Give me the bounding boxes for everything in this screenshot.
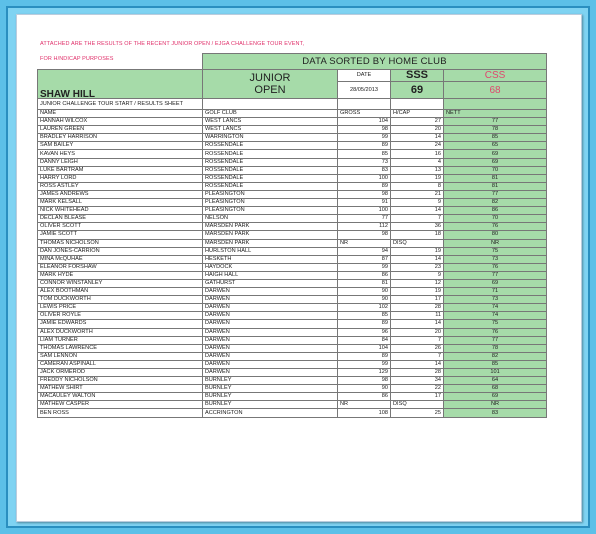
gross-score: 86: [338, 271, 391, 279]
golf-club: ROSSENDALE: [203, 174, 338, 182]
player-name: LAUREN GREEN: [38, 126, 203, 134]
table-row: [38, 239, 547, 247]
golf-club: WEST LANCS: [203, 118, 338, 126]
player-name: MACAULEY WALTON: [38, 393, 203, 401]
golf-club: BURNLEY: [203, 377, 338, 385]
gross-score: 85: [338, 312, 391, 320]
gross-score: NR: [338, 401, 391, 409]
handicap: 7: [391, 215, 444, 223]
gross-score: 98: [338, 377, 391, 385]
nett-score: 75: [444, 247, 547, 255]
golf-club: MARSDEN PARK: [203, 223, 338, 231]
golf-club: HAYDOCK: [203, 263, 338, 271]
table-row: [38, 328, 547, 336]
nett-score: 69: [444, 393, 547, 401]
golf-club: WEST LANCS: [203, 126, 338, 134]
nett-score: 76: [444, 328, 547, 336]
player-name: HANNAH WILCOX: [38, 118, 203, 126]
nett-score: 73: [444, 296, 547, 304]
gross-score: 90: [338, 385, 391, 393]
nett-score: NR: [444, 401, 547, 409]
nett-score: 68: [444, 385, 547, 393]
player-name: LEWIS PRICE: [38, 304, 203, 312]
nett-score: 69: [444, 279, 547, 287]
blank-cell: [391, 99, 444, 110]
results-table: [37, 53, 547, 418]
player-name: ELEANOR FORSHAW: [38, 263, 203, 271]
col-name-header: NAME: [38, 110, 203, 118]
table-row: [38, 312, 547, 320]
table-row: [38, 126, 547, 134]
handicap: 14: [391, 207, 444, 215]
blank-cell: [38, 54, 203, 70]
golf-club: HESKETH: [203, 255, 338, 263]
table-row: [38, 199, 547, 207]
handicap: 17: [391, 296, 444, 304]
table-row: [38, 150, 547, 158]
player-name: DAN JONES-CARRION: [38, 247, 203, 255]
gross-score: 94: [338, 247, 391, 255]
golf-club: BURNLEY: [203, 385, 338, 393]
table-row: [38, 255, 547, 263]
nett-score: NR: [444, 239, 547, 247]
gross-score: 91: [338, 199, 391, 207]
golf-club: BURNLEY: [203, 393, 338, 401]
golf-club: ROSSENDALE: [203, 182, 338, 190]
event-name-line1: JUNIOR: [249, 72, 291, 84]
gross-score: 77: [338, 215, 391, 223]
gross-score: 86: [338, 393, 391, 401]
handicap: 14: [391, 134, 444, 142]
gross-score: 81: [338, 279, 391, 287]
gross-score: 87: [338, 255, 391, 263]
gross-score: 104: [338, 344, 391, 352]
table-row: [38, 263, 547, 271]
player-name: CONNOR WINSTANLEY: [38, 279, 203, 287]
player-name: OLIVER SCOTT: [38, 223, 203, 231]
table-row: [38, 409, 547, 417]
player-name: SAM LENNON: [38, 352, 203, 360]
handicap: 21: [391, 190, 444, 198]
player-name: OLIVER ROYLE: [38, 312, 203, 320]
css-value: 68: [444, 82, 547, 99]
player-name: LIAM TURNER: [38, 336, 203, 344]
event-name: [203, 70, 338, 99]
gross-score: 89: [338, 142, 391, 150]
nett-score: 77: [444, 271, 547, 279]
nett-score: 81: [444, 182, 547, 190]
col-gross-header: GROSS: [338, 110, 391, 118]
col-nett-header: NETT: [444, 110, 547, 118]
handicap: 27: [391, 118, 444, 126]
handicap: 9: [391, 199, 444, 207]
player-name: THOMAS LAWRENCE: [38, 344, 203, 352]
player-name: BEN ROSS: [38, 409, 203, 417]
gross-score: 99: [338, 360, 391, 368]
golf-club: PLEASINGTON: [203, 207, 338, 215]
handicap: 20: [391, 328, 444, 336]
blank-cell: [338, 99, 391, 110]
gross-score: 98: [338, 231, 391, 239]
nett-score: 70: [444, 215, 547, 223]
nett-score: 71: [444, 288, 547, 296]
table-row: [38, 336, 547, 344]
player-name: BRADLEY HARRISON: [38, 134, 203, 142]
golf-club: DARWEN: [203, 369, 338, 377]
handicap: 22: [391, 385, 444, 393]
nett-score: 73: [444, 255, 547, 263]
player-name: JACK ORMEROD: [38, 369, 203, 377]
gross-score: 100: [338, 207, 391, 215]
handicap: DISQ: [391, 239, 444, 247]
table-row: [38, 118, 547, 126]
sss-label: SSS: [391, 70, 444, 82]
golf-club: PLEASINGTON: [203, 199, 338, 207]
handicap: 14: [391, 360, 444, 368]
table-row: [38, 142, 547, 150]
player-name: SAM BAILEY: [38, 142, 203, 150]
nett-score: 81: [444, 174, 547, 182]
golf-club: WARRINGTON: [203, 134, 338, 142]
col-hcap-header: H/CAP: [391, 110, 444, 118]
table-row: [38, 166, 547, 174]
nett-score: 74: [444, 304, 547, 312]
player-name: ALEX BOOTHMAN: [38, 288, 203, 296]
handicap: 7: [391, 352, 444, 360]
table-row: [38, 215, 547, 223]
player-name: ROSS ASTLEY: [38, 182, 203, 190]
player-name: DECLAN BLEASE: [38, 215, 203, 223]
table-row: [38, 320, 547, 328]
handicap: 19: [391, 174, 444, 182]
handicap: 20: [391, 126, 444, 134]
handicap: 18: [391, 231, 444, 239]
table-row: [38, 369, 547, 377]
gross-score: NR: [338, 239, 391, 247]
nett-score: 78: [444, 126, 547, 134]
gross-score: 90: [338, 288, 391, 296]
handicap: 17: [391, 393, 444, 401]
golf-club: HURLSTON HALL: [203, 247, 338, 255]
table-row: [38, 231, 547, 239]
player-name: MATHEW SHIRT: [38, 385, 203, 393]
nett-score: 85: [444, 134, 547, 142]
table-row: [38, 385, 547, 393]
gross-score: 112: [338, 223, 391, 231]
table-row: [38, 352, 547, 360]
gross-score: 89: [338, 320, 391, 328]
handicap: 14: [391, 255, 444, 263]
table-row: [38, 247, 547, 255]
intro-note-line1: ATTACHED ARE THE RESULTS OF THE RECENT JUNIOR OPEN / EJGA CHALLENGE TOUR EVENT,: [40, 41, 305, 47]
gross-score: 102: [338, 304, 391, 312]
nett-score: 82: [444, 352, 547, 360]
player-name: FREDDY NICHOLSON: [38, 377, 203, 385]
table-row: [38, 344, 547, 352]
player-name: LUKE BARTRAM: [38, 166, 203, 174]
nett-score: 101: [444, 369, 547, 377]
handicap: 7: [391, 336, 444, 344]
gross-score: 99: [338, 263, 391, 271]
date-value: 28/05/2013: [338, 82, 391, 99]
player-name: HARRY LORD: [38, 174, 203, 182]
nett-score: 74: [444, 312, 547, 320]
table-row: [38, 279, 547, 287]
handicap: 11: [391, 312, 444, 320]
golf-club: DARWEN: [203, 288, 338, 296]
sorted-by-title: DATA SORTED BY HOME CLUB: [203, 54, 547, 70]
player-name: MATHEW CASPER: [38, 401, 203, 409]
golf-club: NELSON: [203, 215, 338, 223]
col-club-header: GOLF CLUB: [203, 110, 338, 118]
gross-score: 98: [338, 190, 391, 198]
nett-score: 76: [444, 223, 547, 231]
blank-cell: [203, 99, 338, 110]
player-name: MARK HYDE: [38, 271, 203, 279]
nett-score: 76: [444, 263, 547, 271]
table-row: [38, 207, 547, 215]
home-club-name: SHAW HILL: [38, 70, 203, 99]
player-name: NICK WHITEHEAD: [38, 207, 203, 215]
table-row: [38, 182, 547, 190]
player-name: THOMAS NICHOLSON: [38, 239, 203, 247]
gross-score: 83: [338, 166, 391, 174]
handicap: 24: [391, 142, 444, 150]
golf-club: ROSSENDALE: [203, 150, 338, 158]
player-name: KAVAN HEYS: [38, 150, 203, 158]
golf-club: DARWEN: [203, 312, 338, 320]
nett-score: 77: [444, 190, 547, 198]
handicap: 25: [391, 409, 444, 417]
nett-score: 82: [444, 199, 547, 207]
golf-club: DARWEN: [203, 304, 338, 312]
nett-score: 83: [444, 409, 547, 417]
gross-score: 85: [338, 150, 391, 158]
table-row: [38, 190, 547, 198]
handicap: 19: [391, 247, 444, 255]
column-header-row: [38, 110, 547, 118]
handicap: 14: [391, 320, 444, 328]
gross-score: 100: [338, 174, 391, 182]
nett-score: 64: [444, 377, 547, 385]
table-row: [38, 377, 547, 385]
table-row: [38, 134, 547, 142]
nett-score: 78: [444, 344, 547, 352]
handicap: 4: [391, 158, 444, 166]
gross-score: 73: [338, 158, 391, 166]
player-name: JAMES ANDREWS: [38, 190, 203, 198]
handicap: 28: [391, 304, 444, 312]
gross-score: 96: [338, 328, 391, 336]
nett-score: 65: [444, 142, 547, 150]
golf-club: PLEASINGTON: [203, 190, 338, 198]
table-row: [38, 158, 547, 166]
golf-club: DARWEN: [203, 352, 338, 360]
date-label: DATE: [338, 70, 391, 82]
gross-score: 84: [338, 336, 391, 344]
handicap: 26: [391, 344, 444, 352]
golf-club: MARSDEN PARK: [203, 231, 338, 239]
table-row: [38, 360, 547, 368]
handicap: 36: [391, 223, 444, 231]
handicap: 34: [391, 377, 444, 385]
player-name: TOM DUCKWORTH: [38, 296, 203, 304]
golf-club: MARSDEN PARK: [203, 239, 338, 247]
handicap: 28: [391, 369, 444, 377]
table-row: [38, 401, 547, 409]
table-row: [38, 393, 547, 401]
gross-score: 89: [338, 352, 391, 360]
gross-score: 89: [338, 182, 391, 190]
nett-score: 80: [444, 231, 547, 239]
player-name: CAMERAN ASPINALL: [38, 360, 203, 368]
table-row: [38, 223, 547, 231]
player-name: MINA McQUHAE: [38, 255, 203, 263]
gross-score: 90: [338, 296, 391, 304]
golf-club: BURNLEY: [203, 401, 338, 409]
golf-club: DARWEN: [203, 360, 338, 368]
golf-club: DARWEN: [203, 336, 338, 344]
gross-score: 98: [338, 126, 391, 134]
handicap: 16: [391, 150, 444, 158]
table-row: [38, 174, 547, 182]
nett-score: 77: [444, 336, 547, 344]
table-row: [38, 271, 547, 279]
nett-score: 69: [444, 158, 547, 166]
blank-cell: [444, 99, 547, 110]
golf-club: DARWEN: [203, 320, 338, 328]
nett-score: 70: [444, 166, 547, 174]
golf-club: DARWEN: [203, 344, 338, 352]
gross-score: 99: [338, 134, 391, 142]
nett-score: 86: [444, 207, 547, 215]
intro-note-line2: FOR H/NDICAP PURPOSES: [40, 56, 114, 62]
player-name: MARK KELSALL: [38, 199, 203, 207]
sss-value: 69: [391, 82, 444, 99]
gross-score: 129: [338, 369, 391, 377]
handicap: 19: [391, 288, 444, 296]
golf-club: DARWEN: [203, 328, 338, 336]
nett-score: 77: [444, 118, 547, 126]
player-name: ALEX DUCKWORTH: [38, 328, 203, 336]
nett-score: 69: [444, 150, 547, 158]
golf-club: HAIGH HALL: [203, 271, 338, 279]
table-row: [38, 288, 547, 296]
gross-score: 108: [338, 409, 391, 417]
gross-score: 104: [338, 118, 391, 126]
table-row: [38, 304, 547, 312]
golf-club: GATHURST: [203, 279, 338, 287]
player-name: JAMIE EDWARDS: [38, 320, 203, 328]
handicap: DISQ: [391, 401, 444, 409]
handicap: 9: [391, 271, 444, 279]
handicap: 8: [391, 182, 444, 190]
golf-club: ACCRINGTON: [203, 409, 338, 417]
css-label: CSS: [444, 70, 547, 82]
golf-club: ROSSENDALE: [203, 166, 338, 174]
player-name: JAMIE SCOTT: [38, 231, 203, 239]
golf-club: ROSSENDALE: [203, 158, 338, 166]
player-name: DANNY LEIGH: [38, 158, 203, 166]
handicap: 13: [391, 166, 444, 174]
golf-club: DARWEN: [203, 296, 338, 304]
golf-club: ROSSENDALE: [203, 142, 338, 150]
table-row: [38, 296, 547, 304]
nett-score: 85: [444, 360, 547, 368]
handicap: 12: [391, 279, 444, 287]
nett-score: 75: [444, 320, 547, 328]
event-name-line2: OPEN: [254, 84, 286, 96]
sheet-title: JUNIOR CHALLENGE TOUR START / RESULTS SHEET: [38, 99, 203, 110]
handicap: 23: [391, 263, 444, 271]
